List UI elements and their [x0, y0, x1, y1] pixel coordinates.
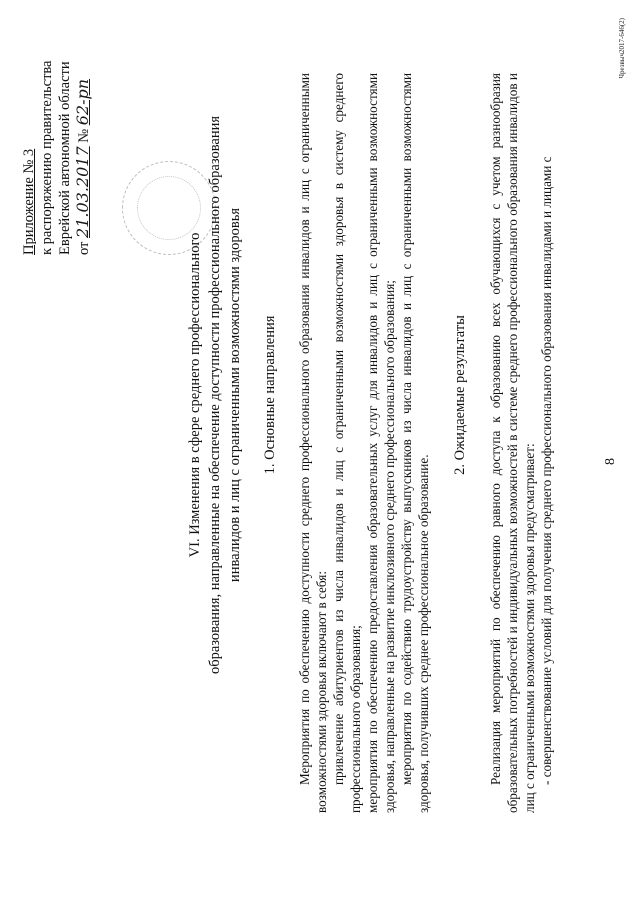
appendix-line-2: к распоряжению правительства	[39, 60, 55, 255]
paragraph: Мероприятия по обеспечению доступности среднего профессионального образования инвалидов и лиц с ограниченными возможностями здоровья включают в себя:	[297, 73, 329, 813]
appendix-date-line	[74, 61, 93, 256]
section-title-line-3: инвалидов и лиц с ограниченными возможностями здоровья	[227, 207, 243, 583]
section-title-line-2: образования, направленные на обеспечение доступности профессионального образования	[207, 115, 223, 675]
paragraph: - совершенствование условий для получения среднего профессионального образования инвалидами и лицами с	[539, 156, 554, 785]
subsection-2-heading: 2. Ожидаемые результаты	[452, 315, 468, 475]
subsection-1-body	[296, 73, 432, 813]
footer-code: Чрезвыч2017-646(2)	[618, 18, 626, 79]
date-prefix: от	[76, 241, 92, 255]
paragraph: Реализация мероприятий по обеспечению равного доступа к образованию всех обучающихся с учетом разнообразия образовательных потребностей и индивидуальных возможностей в системе среднего профессионального образования инвалидов и лиц с ограниченными возможностями здоровья предусматривает:	[488, 73, 537, 813]
section-title-line-1: VI. Изменения в сфере среднего профессионального	[187, 232, 203, 558]
handwritten-number: 62-рп	[73, 78, 92, 126]
appendix-line-3: Еврейской автономной области	[57, 61, 73, 255]
section-title	[185, 85, 245, 705]
paragraph: мероприятия по содействию трудоустройству выпускников из числа инвалидов и лиц с ограниченными возможностями здоровья, получивших среднее профессиональное образование.	[399, 73, 431, 813]
appendix-header	[20, 61, 93, 256]
paragraph: привлечение абитуриентов из числа инвалидов и лиц с ограниченными возможностями здоровья в систему среднего профессионального образования;	[331, 73, 363, 813]
subsection-1-heading: 1. Основные направления	[262, 315, 278, 475]
number-prefix: №	[76, 128, 92, 143]
paragraph: мероприятия по обеспечению предоставления образовательных услуг для инвалидов и лиц с ограниченными возможностями здоровья, направленные на развитие инклюзивного среднего профессионального образования;	[365, 73, 397, 813]
appendix-title: Приложение № 3	[21, 148, 37, 255]
page-number: 8	[603, 458, 618, 465]
handwritten-date: 21.03.2017	[73, 146, 92, 238]
subsection-2-body	[487, 73, 555, 813]
